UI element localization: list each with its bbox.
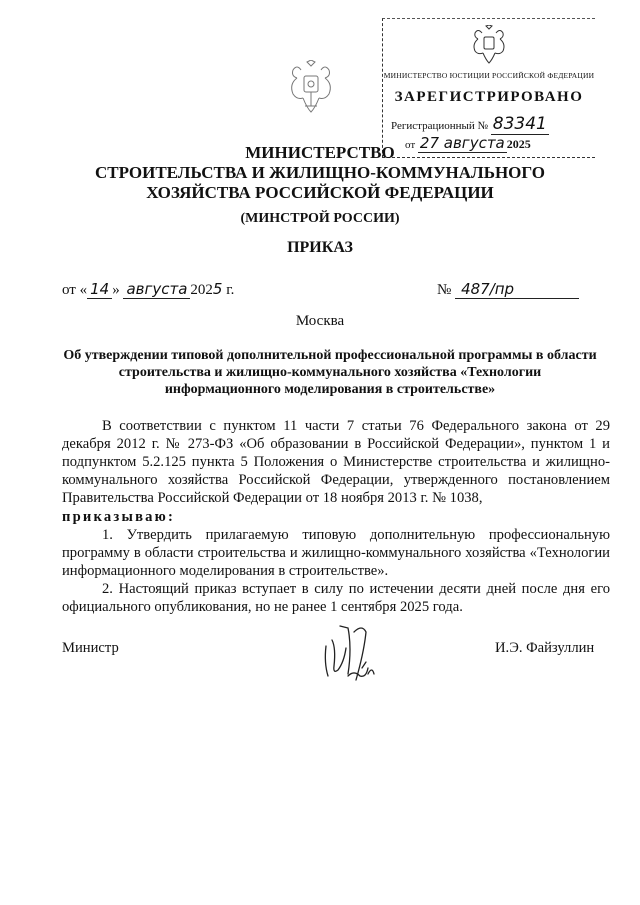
- intro-paragraph: В соответствии с пунктом 11 части 7 статьи 76 Федерального закона от 29 декабря 2012 г. № 273-ФЗ «Об образовании в Российской Федерации», пунктом 1 и подпунктом 5.2.125 пункта 5 Положения о Министерстве строительства и жилищно-коммунального хозяйства Российской Федерации, утвержденного постановлением Правительства Российской Федерации от 18 ноября 2013 г. № 1038,: [62, 418, 610, 506]
- order-date-month: августа: [123, 280, 190, 299]
- ministry-name-line-3: ХОЗЯЙСТВА РОССИЙСКОЙ ФЕДЕРАЦИИ: [146, 183, 494, 202]
- order-item-1: 1. Утвердить прилагаемую типовую дополнительную профессиональную программу в области строительства и жилищно-коммунального хозяйства «Технологии информационного моделирования в строительстве».: [62, 527, 610, 579]
- order-date-year-suffix: г.: [222, 282, 235, 298]
- order-item-2: 2. Настоящий приказ вступает в силу по истечении десяти дней после дня его официального опубликования, но не ранее 1 сентября 2025 года.: [62, 581, 610, 615]
- stamp-coat-of-arms-icon: [471, 25, 507, 65]
- ministry-name-line-1: МИНИСТЕРСТВО: [245, 143, 395, 162]
- order-number: [437, 280, 579, 299]
- stamp-date-year: 2025: [506, 137, 531, 151]
- signer-name: И.Э. Файзуллин: [495, 640, 595, 656]
- stamp-status: ЗАРЕГИСТРИРОВАНО: [394, 89, 584, 105]
- registration-stamp: [382, 18, 595, 158]
- order-number-value: 487/пр: [455, 280, 579, 299]
- order-date-year-prefix: 202: [190, 282, 213, 298]
- order-date-mid: »: [112, 282, 120, 298]
- stamp-date-handwritten: 27 августа: [419, 134, 505, 152]
- stamp-date-prefix: от: [405, 139, 416, 151]
- order-number-label: №: [437, 282, 452, 298]
- document-type: ПРИКАЗ: [287, 239, 353, 256]
- order-date-prefix: от «: [62, 282, 88, 298]
- signer-title: Министр: [62, 640, 119, 656]
- handwritten-signature: [318, 618, 398, 688]
- city: Москва: [295, 313, 345, 329]
- stamp-number-value: 83341: [492, 114, 547, 134]
- stamp-organization: МИНИСТЕРСТВО ЮСТИЦИИ РОССИЙСКОЙ ФЕДЕРАЦИИ: [383, 71, 595, 80]
- order-date-day: 14: [87, 280, 112, 299]
- stamp-number-row: [391, 114, 549, 134]
- ministry-short-name: (МИНСТРОЙ РОССИИ): [240, 211, 400, 226]
- order-date: [62, 280, 234, 299]
- stamp-number-label: Регистрационный №: [391, 120, 489, 132]
- order-date-year-digit: 5: [212, 280, 223, 298]
- document-title: Об утверждении типовой дополнительной профессиональной программы в области строительства и жилищно-коммунального хозяйства «Технологии информационного моделирования в строительстве»: [63, 348, 597, 397]
- ministry-name-line-2: СТРОИТЕЛЬСТВА И ЖИЛИЩНО-КОММУНАЛЬНОГО: [94, 163, 546, 182]
- coat-of-arms-icon: [287, 60, 335, 114]
- decree-word: приказываю:: [62, 509, 176, 525]
